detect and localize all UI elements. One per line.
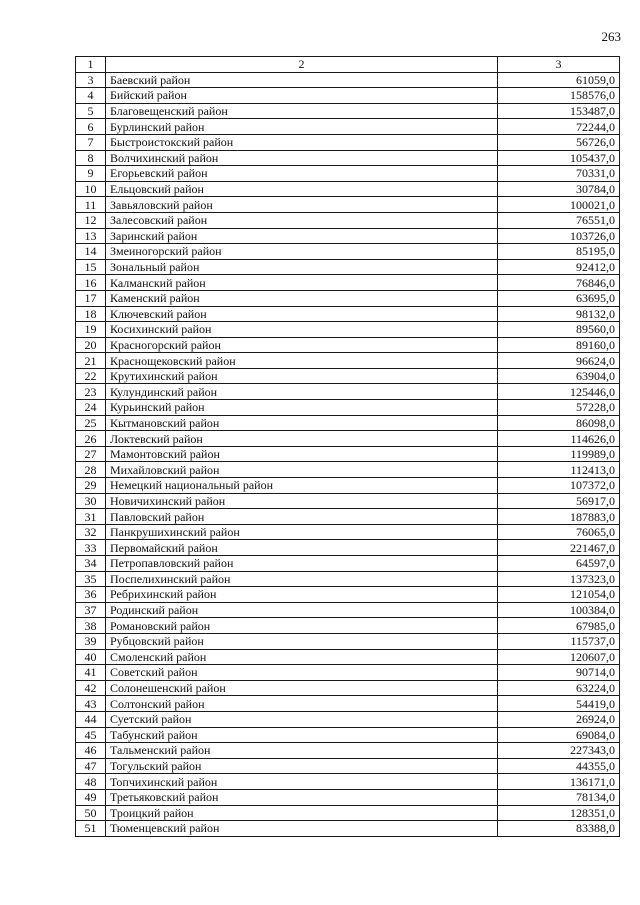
row-number: 11 bbox=[76, 197, 106, 213]
row-number: 13 bbox=[76, 228, 106, 244]
district-name: Третьяковский район bbox=[106, 789, 498, 805]
amount-value: 112413,0 bbox=[498, 462, 620, 478]
table-row bbox=[76, 384, 620, 400]
amount-value: 90714,0 bbox=[498, 665, 620, 681]
amount-value: 83388,0 bbox=[498, 821, 620, 837]
amount-value: 72244,0 bbox=[498, 119, 620, 135]
amount-value: 67985,0 bbox=[498, 618, 620, 634]
table-row bbox=[76, 680, 620, 696]
table-row bbox=[76, 290, 620, 306]
row-number: 21 bbox=[76, 353, 106, 369]
district-name: Красногорский район bbox=[106, 337, 498, 353]
amount-value: 44355,0 bbox=[498, 758, 620, 774]
amount-value: 26924,0 bbox=[498, 711, 620, 727]
row-number: 50 bbox=[76, 805, 106, 821]
header-cell-1: 1 bbox=[76, 57, 106, 73]
table-row bbox=[76, 415, 620, 431]
district-name: Рубцовский район bbox=[106, 633, 498, 649]
table-row bbox=[76, 431, 620, 447]
table-row bbox=[76, 587, 620, 603]
table-row bbox=[76, 119, 620, 135]
district-name: Новичихинский район bbox=[106, 493, 498, 509]
district-name: Егорьевский район bbox=[106, 166, 498, 182]
row-number: 46 bbox=[76, 743, 106, 759]
district-name: Крутихинский район bbox=[106, 368, 498, 384]
amount-value: 56917,0 bbox=[498, 493, 620, 509]
table-row bbox=[76, 462, 620, 478]
district-name: Первомайский район bbox=[106, 540, 498, 556]
table-row bbox=[76, 150, 620, 166]
amount-value: 227343,0 bbox=[498, 743, 620, 759]
district-name: Калманский район bbox=[106, 275, 498, 291]
amount-value: 54419,0 bbox=[498, 696, 620, 712]
row-number: 6 bbox=[76, 119, 106, 135]
district-name: Баевский район bbox=[106, 72, 498, 88]
district-name: Солтонский район bbox=[106, 696, 498, 712]
table-row bbox=[76, 524, 620, 540]
table-header bbox=[76, 57, 620, 73]
district-name: Ребрихинский район bbox=[106, 587, 498, 603]
district-name: Кытмановский район bbox=[106, 415, 498, 431]
table-row bbox=[76, 711, 620, 727]
data-table bbox=[75, 56, 620, 837]
district-name: Каменский район bbox=[106, 290, 498, 306]
row-number: 5 bbox=[76, 103, 106, 119]
table-row bbox=[76, 665, 620, 681]
amount-value: 105437,0 bbox=[498, 150, 620, 166]
row-number: 17 bbox=[76, 290, 106, 306]
amount-value: 100021,0 bbox=[498, 197, 620, 213]
district-name: Павловский район bbox=[106, 509, 498, 525]
row-number: 47 bbox=[76, 758, 106, 774]
table-row bbox=[76, 306, 620, 322]
district-name: Немецкий национальный район bbox=[106, 478, 498, 494]
row-number: 35 bbox=[76, 571, 106, 587]
amount-value: 63224,0 bbox=[498, 680, 620, 696]
district-name: Мамонтовский район bbox=[106, 446, 498, 462]
district-name: Петропавловский район bbox=[106, 556, 498, 572]
row-number: 20 bbox=[76, 337, 106, 353]
row-number: 49 bbox=[76, 789, 106, 805]
row-number: 43 bbox=[76, 696, 106, 712]
row-number: 45 bbox=[76, 727, 106, 743]
table-row bbox=[76, 275, 620, 291]
table-row bbox=[76, 602, 620, 618]
district-name: Смоленский район bbox=[106, 649, 498, 665]
district-name: Бийский район bbox=[106, 88, 498, 104]
district-name: Благовещенский район bbox=[106, 103, 498, 119]
table-row bbox=[76, 197, 620, 213]
row-number: 33 bbox=[76, 540, 106, 556]
table-row bbox=[76, 228, 620, 244]
district-name: Бурлинский район bbox=[106, 119, 498, 135]
amount-value: 92412,0 bbox=[498, 259, 620, 275]
amount-value: 119989,0 bbox=[498, 446, 620, 462]
district-name: Быстроистокский район bbox=[106, 134, 498, 150]
row-number: 15 bbox=[76, 259, 106, 275]
district-name: Романовский район bbox=[106, 618, 498, 634]
table-row bbox=[76, 774, 620, 790]
amount-value: 69084,0 bbox=[498, 727, 620, 743]
amount-value: 114626,0 bbox=[498, 431, 620, 447]
table-row bbox=[76, 758, 620, 774]
amount-value: 70331,0 bbox=[498, 166, 620, 182]
row-number: 14 bbox=[76, 244, 106, 260]
row-number: 22 bbox=[76, 368, 106, 384]
table-row bbox=[76, 134, 620, 150]
amount-value: 120607,0 bbox=[498, 649, 620, 665]
district-name: Заринский район bbox=[106, 228, 498, 244]
table-row bbox=[76, 368, 620, 384]
amount-value: 158576,0 bbox=[498, 88, 620, 104]
row-number: 28 bbox=[76, 462, 106, 478]
table-row bbox=[76, 400, 620, 416]
row-number: 31 bbox=[76, 509, 106, 525]
table-row bbox=[76, 805, 620, 821]
amount-value: 63904,0 bbox=[498, 368, 620, 384]
amount-value: 125446,0 bbox=[498, 384, 620, 400]
amount-value: 136171,0 bbox=[498, 774, 620, 790]
row-number: 4 bbox=[76, 88, 106, 104]
table-row bbox=[76, 244, 620, 260]
row-number: 27 bbox=[76, 446, 106, 462]
district-name: Завьяловский район bbox=[106, 197, 498, 213]
district-name: Поспелихинский район bbox=[106, 571, 498, 587]
page-number: 263 bbox=[601, 29, 621, 44]
amount-value: 63695,0 bbox=[498, 290, 620, 306]
amount-value: 96624,0 bbox=[498, 353, 620, 369]
table-row bbox=[76, 556, 620, 572]
row-number: 32 bbox=[76, 524, 106, 540]
amount-value: 115737,0 bbox=[498, 633, 620, 649]
district-name: Ельцовский район bbox=[106, 181, 498, 197]
amount-value: 103726,0 bbox=[498, 228, 620, 244]
table-row bbox=[76, 633, 620, 649]
table-row bbox=[76, 103, 620, 119]
table-row bbox=[76, 166, 620, 182]
row-number: 40 bbox=[76, 649, 106, 665]
amount-value: 187883,0 bbox=[498, 509, 620, 525]
row-number: 8 bbox=[76, 150, 106, 166]
row-number: 3 bbox=[76, 72, 106, 88]
table-row bbox=[76, 322, 620, 338]
district-name: Солонешенский район bbox=[106, 680, 498, 696]
district-name: Кулундинский район bbox=[106, 384, 498, 400]
row-number: 26 bbox=[76, 431, 106, 447]
amount-value: 221467,0 bbox=[498, 540, 620, 556]
row-number: 37 bbox=[76, 602, 106, 618]
district-name: Тюменцевский район bbox=[106, 821, 498, 837]
row-number: 25 bbox=[76, 415, 106, 431]
amount-value: 76846,0 bbox=[498, 275, 620, 291]
district-name: Советский район bbox=[106, 665, 498, 681]
row-number: 38 bbox=[76, 618, 106, 634]
amount-value: 89560,0 bbox=[498, 322, 620, 338]
district-name: Зональный район bbox=[106, 259, 498, 275]
row-number: 39 bbox=[76, 633, 106, 649]
table-row bbox=[76, 181, 620, 197]
amount-value: 76065,0 bbox=[498, 524, 620, 540]
header-cell-2: 2 bbox=[106, 57, 498, 73]
row-number: 36 bbox=[76, 587, 106, 603]
row-number: 24 bbox=[76, 400, 106, 416]
table-row bbox=[76, 509, 620, 525]
amount-value: 137323,0 bbox=[498, 571, 620, 587]
district-name: Панкрушихинский район bbox=[106, 524, 498, 540]
row-number: 12 bbox=[76, 212, 106, 228]
district-name: Тогульский район bbox=[106, 758, 498, 774]
row-number: 23 bbox=[76, 384, 106, 400]
amount-value: 57228,0 bbox=[498, 400, 620, 416]
amount-value: 56726,0 bbox=[498, 134, 620, 150]
table-body bbox=[76, 72, 620, 836]
row-number: 9 bbox=[76, 166, 106, 182]
row-number: 16 bbox=[76, 275, 106, 291]
table-row bbox=[76, 571, 620, 587]
amount-value: 86098,0 bbox=[498, 415, 620, 431]
district-name: Троицкий район bbox=[106, 805, 498, 821]
row-number: 19 bbox=[76, 322, 106, 338]
district-name: Тальменский район bbox=[106, 743, 498, 759]
amount-value: 64597,0 bbox=[498, 556, 620, 572]
row-number: 41 bbox=[76, 665, 106, 681]
table-row bbox=[76, 727, 620, 743]
table-row bbox=[76, 789, 620, 805]
amount-value: 76551,0 bbox=[498, 212, 620, 228]
district-name: Змеиногорский район bbox=[106, 244, 498, 260]
amount-value: 85195,0 bbox=[498, 244, 620, 260]
amount-value: 30784,0 bbox=[498, 181, 620, 197]
amount-value: 121054,0 bbox=[498, 587, 620, 603]
row-number: 29 bbox=[76, 478, 106, 494]
district-name: Локтевский район bbox=[106, 431, 498, 447]
table-row bbox=[76, 540, 620, 556]
table-row bbox=[76, 337, 620, 353]
amount-value: 107372,0 bbox=[498, 478, 620, 494]
row-number: 44 bbox=[76, 711, 106, 727]
table-row bbox=[76, 618, 620, 634]
amount-value: 98132,0 bbox=[498, 306, 620, 322]
district-name: Родинский район bbox=[106, 602, 498, 618]
district-name: Волчихинский район bbox=[106, 150, 498, 166]
table-row bbox=[76, 649, 620, 665]
row-number: 51 bbox=[76, 821, 106, 837]
row-number: 30 bbox=[76, 493, 106, 509]
table-row bbox=[76, 212, 620, 228]
table-row bbox=[76, 696, 620, 712]
row-number: 34 bbox=[76, 556, 106, 572]
amount-value: 61059,0 bbox=[498, 72, 620, 88]
table-row bbox=[76, 446, 620, 462]
row-number: 48 bbox=[76, 774, 106, 790]
table-row bbox=[76, 259, 620, 275]
district-name: Косихинский район bbox=[106, 322, 498, 338]
district-name: Топчихинский район bbox=[106, 774, 498, 790]
district-name: Залесовский район bbox=[106, 212, 498, 228]
table-row bbox=[76, 743, 620, 759]
header-row bbox=[76, 57, 620, 73]
table-row bbox=[76, 821, 620, 837]
row-number: 10 bbox=[76, 181, 106, 197]
row-number: 7 bbox=[76, 134, 106, 150]
table-row bbox=[76, 88, 620, 104]
district-name: Табунский район bbox=[106, 727, 498, 743]
district-name: Краснощековский район bbox=[106, 353, 498, 369]
table-row bbox=[76, 478, 620, 494]
amount-value: 153487,0 bbox=[498, 103, 620, 119]
row-number: 42 bbox=[76, 680, 106, 696]
district-name: Суетский район bbox=[106, 711, 498, 727]
amount-value: 89160,0 bbox=[498, 337, 620, 353]
row-number: 18 bbox=[76, 306, 106, 322]
amount-value: 128351,0 bbox=[498, 805, 620, 821]
amount-value: 78134,0 bbox=[498, 789, 620, 805]
table-row bbox=[76, 72, 620, 88]
amount-value: 100384,0 bbox=[498, 602, 620, 618]
header-cell-3: 3 bbox=[498, 57, 620, 73]
district-name: Курьинский район bbox=[106, 400, 498, 416]
district-name: Ключевский район bbox=[106, 306, 498, 322]
table-row bbox=[76, 493, 620, 509]
district-name: Михайловский район bbox=[106, 462, 498, 478]
table-row bbox=[76, 353, 620, 369]
